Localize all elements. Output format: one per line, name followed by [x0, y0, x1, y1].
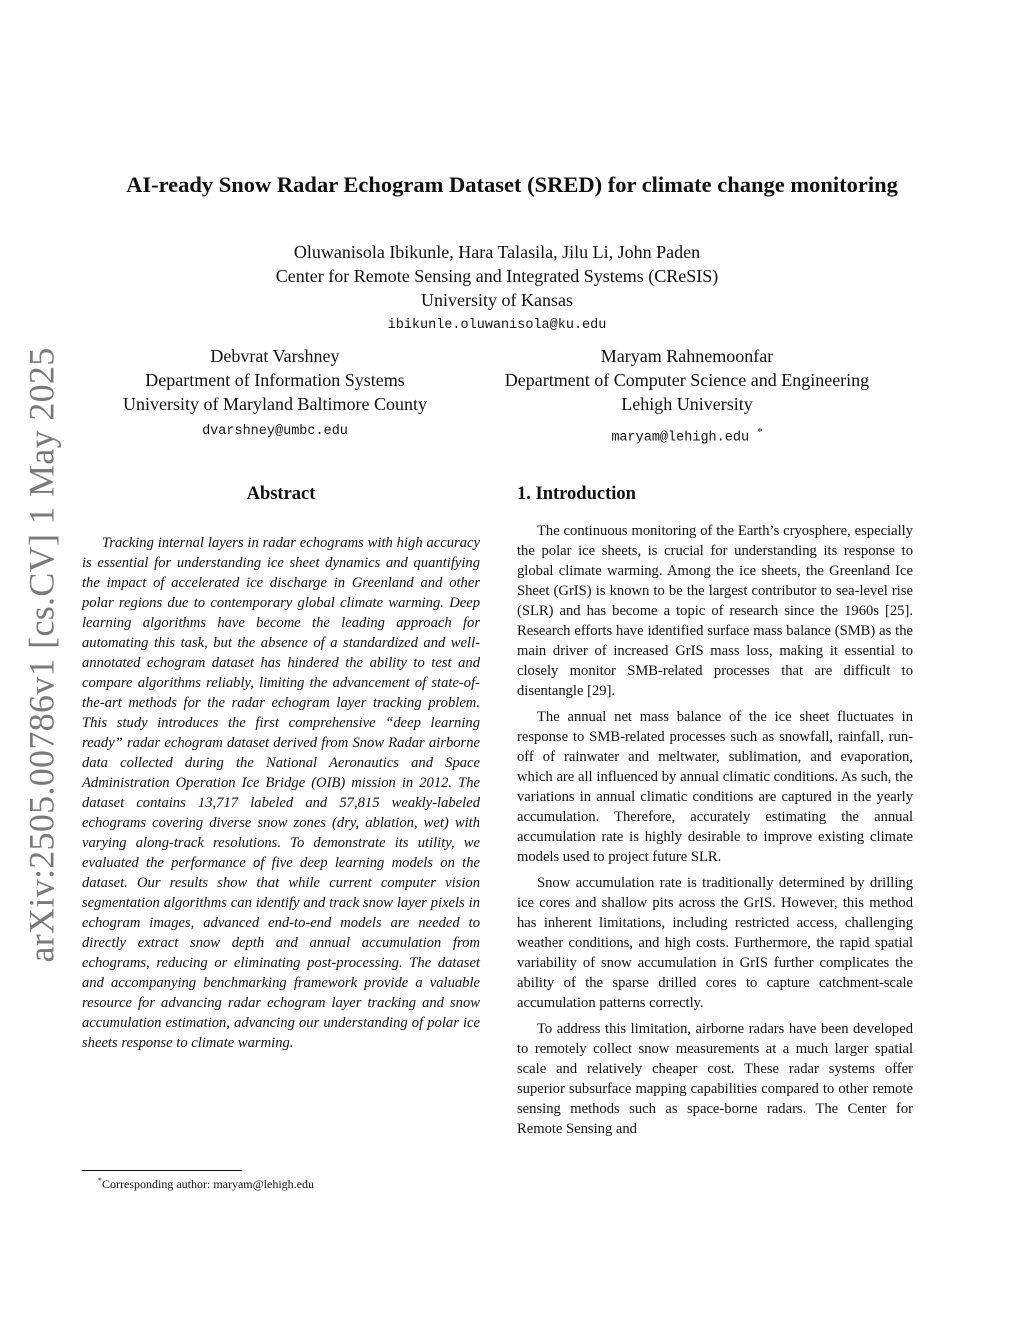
footnote-text: Corresponding author: maryam@lehigh.edu: [102, 1177, 315, 1191]
abstract-heading: Abstract: [246, 484, 316, 504]
paper-title: AI-ready Snow Radar Echogram Dataset (SRED) for climate change monitoring: [126, 172, 898, 197]
author-department: Department of Computer Science and Engineering: [504, 370, 870, 390]
introduction-body: [517, 521, 913, 1145]
author-university: Lehigh University: [621, 394, 753, 414]
author-name: Maryam Rahnemoonfar: [600, 346, 774, 366]
arxiv-stamp-text: arXiv:2505.00786v1 [cs.CV] 1 May 2025: [22, 347, 62, 963]
introduction-paragraph: To address this limitation, airborne radars have been developed to remotely collect snow measurements at a much larger spatial scale and relatively cheaper cost. These radar systems offer superior subsurface mapping capabilities compared to other remote sensing methods such as space-borne radars. The Center for Remote Sensing and: [517, 1021, 913, 1137]
author-block-left: [85, 344, 465, 444]
author-email[interactable]: dvarshney@umbc.edu: [202, 424, 348, 439]
abstract-text: Tracking internal layers in radar echograms with high accuracy is essential for understanding ice sheet dynamics and quantifying the impact of accelerated ice discharge in Greenland and other polar regions due to contemporary global climate warming. Deep learning algorithms have become the leading approach for automating this task, but the absence of a standardized and well-annotated echogram dataset has hindered the ability to test and compare algorithms reliably, limiting the advancement of state-of-the-art methods for the radar echogram layer tracking problem. This study introduces the first comprehensive “deep learning ready” radar echogram dataset derived from Snow Radar airborne data collected during the National Aeronautics and Space Administration Operation Ice Bridge (OIB) mission in 2012. The dataset contains 13,717 labeled and 57,815 weakly-labeled echograms covering diverse snow zones (dry, ablation, wet) with varying along-track resolutions. To demonstrate its utility, we evaluated the performance of five deep learning models on the dataset. Our results show that while current computer vision segmentation algorithms can identify and track snow layer pixels in echogram images, advanced end-to-end models are needed to directly extract snow depth and annual accumulation from echograms, reducing or eliminating post-processing. The dataset and accompanying benchmarking framework provide a valuable resource for advancing radar echogram layer tracking and snow accumulation estimation, advancing our understanding of polar ice sheets response to climate warming.: [82, 535, 480, 1051]
author-affiliation: Center for Remote Sensing and Integrated Systems (CReSIS): [275, 266, 719, 286]
author-university: University of Maryland Baltimore County: [123, 394, 427, 414]
author-email[interactable]: ibikunle.oluwanisola@ku.edu: [387, 318, 607, 333]
author-university: University of Kansas: [421, 290, 573, 310]
author-block-primary: [200, 240, 794, 338]
author-department: Department of Information Systems: [145, 370, 405, 390]
footnote-mark: *: [98, 1176, 102, 1185]
introduction-paragraph: The annual net mass balance of the ice sheet fluctuates in response to SMB-related processes such as snowfall, rainfall, run-off of rainwater and meltwater, sublimation, and evaporation, which are all influenced by annual climatic conditions. As such, the variations in annual climatic conditions are captured in the yearly accumulation. Therefore, accurately estimating the annual accumulation rate is highly desirable to improve existing climate models used to project future SLR.: [517, 709, 913, 865]
author-name: Debvrat Varshney: [210, 346, 340, 366]
author-block-right: [474, 344, 900, 451]
author-email-line: [474, 420, 900, 451]
footnote: [98, 1176, 314, 1192]
introduction-paragraph: Snow accumulation rate is traditionally determined by drilling ice cores and shallow pits across the GrIS. However, this method has inherent limitations, including restricted access, challenging weather conditions, and high costs. Furthermore, the rapid spatial variability of snow accumulation in GrIS further complicates the ability of the sparse drilled cores to capture catchment-scale accumulation patterns correctly.: [517, 875, 913, 1011]
introduction-heading: 1. Introduction: [517, 484, 636, 504]
author-email[interactable]: maryam@lehigh.edu: [611, 430, 750, 446]
footnote-divider: [82, 1170, 242, 1171]
author-names: Oluwanisola Ibikunle, Hara Talasila, Jilu Li, John Paden: [293, 242, 701, 262]
introduction-paragraph: The continuous monitoring of the Earth’s cryosphere, especially the polar ice sheets, is crucial for understanding its response to global climate warming. Among the ice sheets, the Greenland Ice Sheet (GrIS) is known to be the largest contributor to sea-level rise (SLR) and has become a topic of research since the 1960s [25]. Research efforts have identified surface mass balance (SMB) as the main driver of increased GrIS mass loss, making it essential to closely monitor SMB-related processes that are difficult to disentangle [29].: [517, 523, 913, 699]
arxiv-identifier-stamp: [14, 347, 70, 963]
corresponding-author-mark: *: [757, 426, 763, 438]
